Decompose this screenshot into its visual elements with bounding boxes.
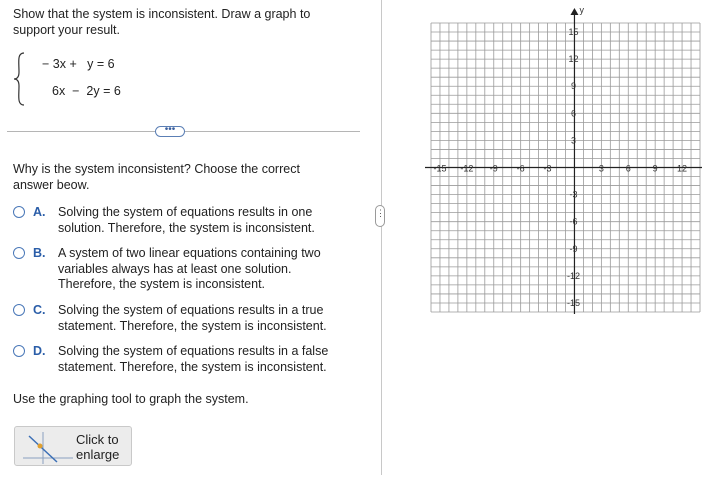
y-tick-label: 6	[570, 108, 576, 119]
y-tick-label: -9	[569, 243, 578, 254]
x-tick-label: 3	[598, 163, 604, 174]
y-tick-label: 15	[568, 27, 579, 38]
equation-1: − 3x + y = 6	[42, 57, 115, 71]
equation-2: 6x − 2y = 6	[52, 84, 121, 98]
y-tick-label: 3	[570, 135, 576, 146]
y-tick-label: -3	[569, 189, 578, 200]
option-d-radio[interactable]	[13, 345, 25, 357]
option-c-radio[interactable]	[13, 304, 25, 316]
question-prompt: Show that the system is inconsistent. Draw a graph to support your result.	[13, 7, 311, 37]
option-b-text: A system of two linear equations containing two variables always has at least one solution. Therefore, the system is inconsistent.	[58, 246, 321, 291]
option-d-text: Solving the system of equations results in a false statement. Therefore, the system is inconsistent.	[58, 344, 329, 374]
option-d-letter: D.	[33, 344, 46, 358]
coordinate-grid[interactable]	[388, 0, 704, 475]
option-b-radio[interactable]	[13, 247, 25, 259]
option-a-text: Solving the system of equations results in one solution. Therefore, the system is inconsistent.	[58, 205, 315, 235]
y-tick-label: -15	[566, 297, 580, 308]
x-tick-label: -9	[489, 163, 498, 174]
y-tick-label: -6	[569, 216, 578, 227]
x-tick-label: -15	[433, 163, 447, 174]
y-axis-arrow-icon	[570, 8, 578, 15]
option-b-letter: B.	[33, 246, 46, 260]
graph-thumbnail-icon	[23, 432, 73, 464]
more-options-button[interactable]: •••	[155, 126, 185, 137]
option-c-letter: C.	[33, 303, 46, 317]
x-tick-label: 9	[652, 163, 658, 174]
x-tick-label: 12	[677, 163, 688, 174]
y-tick-label: 12	[568, 54, 579, 65]
option-a-letter: A.	[33, 205, 46, 219]
x-tick-label: -3	[543, 163, 552, 174]
y-axis-label: y	[579, 5, 584, 15]
option-a-radio[interactable]	[13, 206, 25, 218]
x-tick-label: -12	[460, 163, 474, 174]
left-brace-icon	[13, 52, 27, 106]
pane-splitter[interactable]	[381, 0, 382, 475]
x-tick-label: 6	[625, 163, 631, 174]
y-tick-label: -12	[566, 270, 580, 281]
graph-instruction: Use the graphing tool to graph the system.	[13, 392, 249, 406]
click-to-enlarge-button[interactable]	[14, 426, 132, 466]
sub-question: Why is the system inconsistent? Choose the correct answer beow.	[13, 162, 300, 192]
option-c-text: Solving the system of equations results in a true statement. Therefore, the system is inconsistent.	[58, 303, 327, 333]
click-to-enlarge-label: Click to enlarge	[76, 432, 120, 462]
splitter-handle[interactable]: ⋮	[375, 205, 385, 227]
x-tick-label: -6	[516, 163, 525, 174]
graph-pane	[388, 0, 704, 475]
y-tick-label: 9	[570, 81, 576, 92]
